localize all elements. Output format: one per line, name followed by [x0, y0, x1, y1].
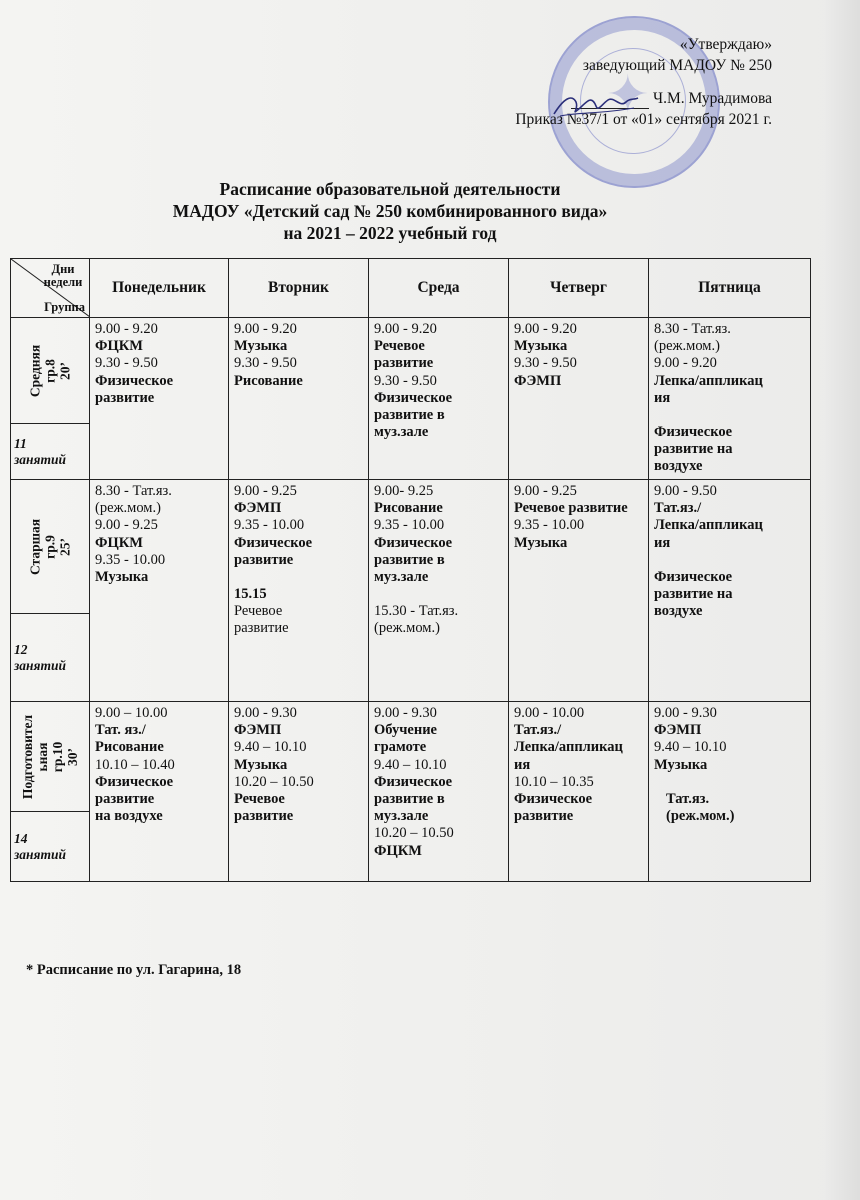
activity-name: Рисование: [234, 372, 303, 389]
activity-name: Речевое: [374, 338, 425, 355]
activity-name: Музыка: [95, 569, 149, 586]
group-label-line: 20’: [57, 361, 73, 380]
lesson-count-line: 14: [14, 830, 28, 846]
activity-name: ФЭМП: [654, 722, 702, 739]
activity-name: Физическое: [374, 773, 453, 790]
time-slot: 9.00 - 9.20: [374, 321, 437, 337]
lesson-count-line: занятий: [14, 846, 66, 862]
activity-name: развитие: [514, 808, 574, 825]
activity-name: развитие: [234, 808, 294, 825]
schedule-cell: [90, 480, 229, 702]
group-label-line: Средняя: [27, 344, 43, 397]
activity-name: муз.зале: [374, 569, 429, 586]
title-line-3: на 2021 – 2022 учебный год: [283, 223, 497, 243]
activity-name: воздухе: [654, 458, 703, 475]
activity-name: Физическое: [514, 791, 593, 808]
activity-name: Лепка/аппликац: [654, 517, 763, 534]
time-slot: (реж.мом.): [95, 500, 161, 517]
time-slot: 9.00 - 9.25: [95, 517, 158, 534]
time-slot: 9.00 – 10.00: [95, 705, 168, 721]
activity-name: Физическое: [654, 568, 733, 585]
activity-name: ФЭМП: [514, 372, 562, 389]
time-slot: 9.00 - 9.20: [654, 355, 717, 372]
activity-name: Речевое: [234, 791, 285, 808]
activity-name: ия: [654, 389, 671, 406]
activity-name: Тат.яз./: [654, 500, 702, 517]
time-slot: 9.35 - 10.00: [234, 517, 305, 534]
activity-name: ия: [654, 534, 671, 551]
table-corner-cell: [11, 259, 90, 318]
time-slot: 9.00 - 9.20: [234, 321, 297, 337]
group-label-cell: [11, 702, 90, 812]
schedule-cell: [509, 480, 649, 702]
group-label-line: гр.8: [42, 358, 58, 383]
activity-name: на воздухе: [95, 808, 163, 825]
cell-spacer: [234, 569, 364, 586]
group-row: [11, 318, 811, 424]
group-label-cell: [11, 318, 90, 424]
day-header: Четверг: [509, 259, 649, 318]
schedule-cell: [649, 702, 811, 882]
schedule-cell: [649, 480, 811, 702]
schedule-cell: [369, 702, 509, 882]
handwritten-signature: [550, 86, 640, 126]
activity-name: ФЦКМ: [95, 338, 143, 355]
signatory-name: Ч.М. Мурадимова: [653, 90, 772, 107]
schedule-body: [11, 318, 811, 882]
corner-group-label: Группа: [44, 300, 85, 314]
day-header: Среда: [369, 259, 509, 318]
activity-name: развитие на: [654, 586, 733, 603]
activity-name: ФЭМП: [234, 722, 282, 739]
time-slot: (реж.мом.): [654, 338, 720, 355]
time-slot: 9.30 - 9.50: [95, 355, 158, 372]
group-label: [28, 518, 73, 574]
time-slot: 9.40 – 10.10: [374, 756, 447, 773]
cell-spacer: [374, 586, 504, 603]
cell-spacer: [654, 552, 806, 569]
activity-name: Рисование: [374, 500, 443, 517]
group-label: [28, 344, 73, 396]
activity-name: 15.15: [234, 586, 267, 603]
time-slot: 9.00 - 9.20: [514, 321, 577, 337]
cell-spacer: [654, 774, 806, 791]
time-slot: 9.00 - 9.30: [374, 705, 437, 721]
schedule-cell: [90, 318, 229, 480]
group-row: [11, 480, 811, 614]
activity-name: развитие: [95, 791, 155, 808]
time-slot: 9.35 - 10.00: [514, 517, 585, 534]
lesson-count-line: занятий: [14, 451, 66, 467]
approval-line-1: «Утверждаю»: [679, 36, 772, 53]
group-label-line: 30’: [65, 747, 80, 766]
activity-name: Лепка/аппликац: [514, 739, 623, 756]
activity-name: Лепка/аппликац: [654, 372, 763, 389]
activity-name: Физическое: [654, 424, 733, 441]
time-slot: 10.20 – 10.50: [234, 773, 314, 790]
activity-name: Тат. яз./: [95, 722, 146, 739]
activity-name: развитие в: [374, 551, 445, 568]
activity-name: (реж.мом.): [666, 808, 735, 825]
schedule-cell: [90, 702, 229, 882]
activity-name: развитие на: [654, 441, 733, 458]
activity-name: Тат.яз./: [514, 722, 562, 739]
activity-name: грамоте: [374, 739, 427, 756]
document-title: [0, 178, 780, 244]
time-slot: 9.00 - 10.00: [514, 705, 585, 721]
activity-name: развитие: [95, 389, 155, 406]
activity-name: развитие в: [374, 407, 445, 424]
time-slot: 9.00 - 9.50: [654, 483, 717, 499]
time-slot: 9.00 - 9.25: [514, 483, 577, 499]
time-slot: 9.40 – 10.10: [654, 739, 727, 756]
time-slot: Речевое: [234, 603, 283, 620]
time-slot: 9.00 - 9.30: [234, 705, 297, 721]
activity-name: воздухе: [654, 603, 703, 620]
activity-name: Музыка: [654, 756, 708, 773]
stamp-emblem-icon: ✦: [606, 67, 650, 124]
group-label-line: гр.9: [42, 534, 58, 559]
activity-name: Обучение: [374, 722, 437, 739]
time-slot: 10.10 – 10.40: [95, 756, 175, 773]
time-slot: 9.00 - 9.20: [95, 321, 158, 337]
activity-name: Физическое: [95, 372, 174, 389]
schedule-cell: [229, 318, 369, 480]
activity-name: Музыка: [234, 338, 288, 355]
time-slot: 9.30 - 9.50: [374, 372, 437, 389]
activity-name: Музыка: [514, 338, 568, 355]
day-header: Понедельник: [90, 259, 229, 318]
activity-name: Физическое: [234, 534, 313, 551]
day-header: Вторник: [229, 259, 369, 318]
activity-name: развитие в: [374, 791, 445, 808]
activity-name: ия: [514, 756, 531, 773]
title-line-2: МАДОУ «Детский сад № 250 комбинированного вида»: [172, 201, 608, 221]
time-slot: 9.30 - 9.50: [234, 355, 297, 372]
cell-spacer: [654, 407, 806, 424]
group-label-line: 25’: [57, 537, 73, 556]
lesson-count-cell: [11, 614, 90, 702]
activity-name: муз.зале: [374, 424, 429, 441]
schedule-cell: [649, 318, 811, 480]
schedule-cell: [229, 702, 369, 882]
activity-name: Физическое: [374, 534, 453, 551]
time-slot: 9.30 - 9.50: [514, 355, 577, 372]
time-slot: 10.20 – 10.50: [374, 825, 454, 842]
group-label-line: ьная: [35, 742, 50, 771]
time-slot: (реж.мом.): [374, 620, 440, 637]
time-slot: 9.00- 9.25: [374, 483, 434, 499]
time-slot: 8.30 - Тат.яз.: [654, 321, 731, 337]
approval-order: Приказ №37/1 от «01» сентября 2021 г.: [515, 111, 772, 128]
activity-name: Музыка: [514, 534, 568, 551]
day-header: Пятница: [649, 259, 811, 318]
schedule-cell: [509, 318, 649, 480]
activity-name: Тат.яз.: [666, 790, 710, 807]
lesson-count-line: 12: [14, 641, 28, 657]
schedule-table: [10, 258, 811, 882]
activity-name: ФЭМП: [234, 500, 282, 517]
page-edge-shadow: [824, 0, 860, 1200]
time-slot: 9.35 - 10.00: [374, 517, 445, 534]
schedule-cell: [369, 318, 509, 480]
activity-name: муз.зале: [374, 808, 429, 825]
activity-name: ФЦКМ: [374, 842, 422, 859]
approval-line-2: заведующий МАДОУ № 250: [582, 57, 772, 74]
group-label-line: Старшая: [27, 518, 43, 575]
activity-name: Музыка: [234, 756, 288, 773]
time-slot: 9.35 - 10.00: [95, 551, 166, 568]
time-slot: 9.40 – 10.10: [234, 739, 307, 756]
activity-name: Физическое: [374, 389, 453, 406]
lesson-count-line: занятий: [14, 657, 66, 673]
activity-name: развитие: [374, 355, 434, 372]
lesson-count-cell: [11, 812, 90, 882]
time-slot: 9.00 - 9.25: [234, 483, 297, 499]
group-label-line: Подготовител: [20, 714, 35, 799]
time-slot: 10.10 – 10.35: [514, 773, 594, 790]
group-label: [20, 714, 80, 798]
title-line-1: Расписание образовательной деятельности: [219, 179, 561, 199]
footnote: * Расписание по ул. Гагарина, 18: [26, 962, 242, 978]
schedule-cell: [369, 480, 509, 702]
group-row: [11, 702, 811, 812]
schedule-cell: [229, 480, 369, 702]
group-label-cell: [11, 480, 90, 614]
time-slot: 8.30 - Тат.яз.: [95, 483, 172, 499]
schedule-cell: [509, 702, 649, 882]
time-slot: развитие: [234, 620, 289, 637]
activity-name: развитие: [234, 551, 294, 568]
activity-name: ФЦКМ: [95, 534, 143, 551]
activity-name: Рисование: [95, 739, 164, 756]
lesson-count-line: 11: [14, 435, 27, 451]
table-header-row: [11, 259, 811, 318]
activity-name: Речевое развитие: [514, 500, 628, 517]
lesson-count-cell: [11, 424, 90, 480]
activity-name: Физическое: [95, 773, 174, 790]
time-slot: 9.00 - 9.30: [654, 705, 717, 721]
time-slot: 15.30 - Тат.яз.: [374, 603, 459, 620]
corner-days-label: Дни недели: [43, 262, 83, 289]
group-label-line: гр.10: [50, 741, 65, 772]
